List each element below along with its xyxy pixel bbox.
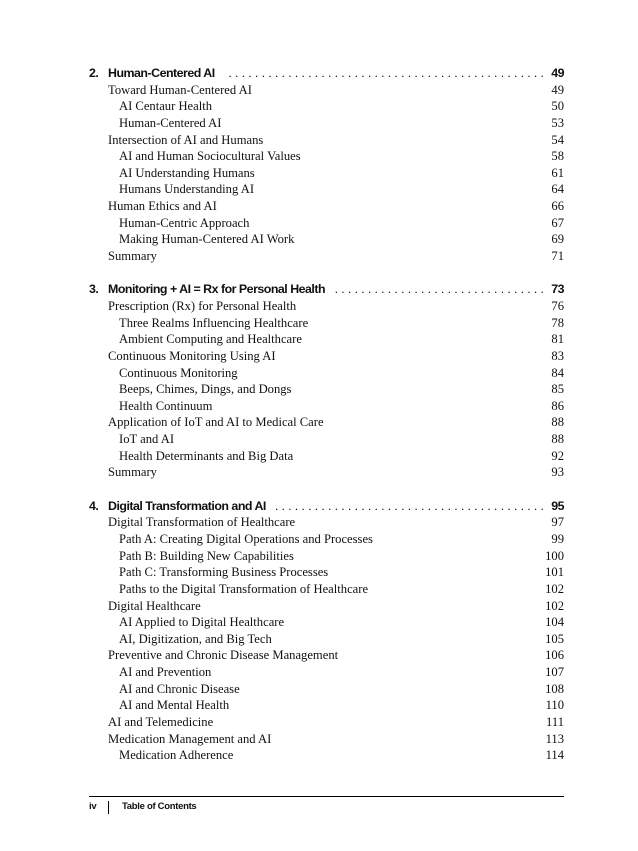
chapter-heading[interactable] [89, 65, 564, 82]
subsection-entry[interactable] [89, 448, 564, 465]
entry-page-number: 92 [551, 448, 564, 463]
section-entry[interactable] [89, 132, 564, 149]
entry-title: Path B: Building New Capabilities [119, 548, 294, 563]
entry-page-number: 111 [546, 714, 564, 729]
entry-page-number: 84 [551, 365, 564, 380]
entry-title: Prescription (Rx) for Personal Health [108, 298, 297, 313]
entry-page-number: 100 [545, 548, 564, 563]
entry-title: Path C: Transforming Business Processes [119, 565, 329, 580]
footer-rule [89, 796, 564, 797]
subsection-entry[interactable] [89, 747, 564, 764]
entry-page-number: 53 [551, 115, 564, 130]
subsection-entry[interactable] [89, 315, 564, 332]
entry-title: AI Applied to Digital Healthcare [119, 615, 285, 630]
entry-title: Medication Adherence [119, 748, 234, 763]
entry-title: Beeps, Chimes, Dings, and Dongs [119, 382, 292, 397]
entry-title: Toward Human-Centered AI [108, 82, 252, 97]
entry-page-number: 101 [545, 565, 564, 580]
entry-title: Health Determinants and Big Data [119, 448, 294, 463]
subsection-entry[interactable] [89, 231, 564, 248]
entry-title: Humans Understanding AI [119, 182, 255, 197]
subsection-entry[interactable] [89, 697, 564, 714]
dot-leader: ......................................... [274, 498, 548, 513]
entry-title: Summary [108, 249, 157, 264]
entry-title: Summary [108, 465, 157, 480]
entry-title: AI and Human Sociocultural Values [119, 149, 301, 164]
footer-separator [108, 801, 109, 814]
subsection-entry[interactable] [89, 398, 564, 415]
section-entry[interactable] [89, 647, 564, 664]
subsection-entry[interactable] [89, 381, 564, 398]
entry-title: Making Human-Centered AI Work [119, 232, 295, 247]
entry-title: Continuous Monitoring [119, 365, 238, 380]
entry-page-number: 54 [551, 132, 564, 147]
entry-page-number: 78 [551, 315, 564, 330]
entry-page-number: 71 [551, 249, 564, 264]
entry-page-number: 67 [551, 215, 564, 230]
entry-page-number: 104 [545, 615, 564, 630]
subsection-entry[interactable] [89, 331, 564, 348]
entry-page-number: 50 [551, 99, 564, 114]
subsection-entry[interactable] [89, 548, 564, 565]
entry-page-number: 97 [551, 515, 564, 530]
entry-page-number: 108 [545, 681, 564, 696]
section-entry[interactable] [89, 464, 564, 481]
entry-page-number: 113 [545, 731, 564, 746]
entry-title: IoT and AI [119, 432, 175, 447]
subsection-entry[interactable] [89, 531, 564, 548]
entry-title: AI and Telemedicine [108, 714, 214, 729]
section-entry[interactable] [89, 514, 564, 531]
chapter-number: 3. [89, 282, 99, 297]
entry-title: Application of IoT and AI to Medical Care [108, 415, 324, 430]
entry-title: Three Realms Influencing Healthcare [119, 315, 309, 330]
entry-page-number: 49 [551, 82, 564, 97]
entry-title: Paths to the Digital Transformation of Healthcare [119, 581, 369, 596]
entry-page-number: 110 [545, 698, 564, 713]
entry-title: Continuous Monitoring Using AI [108, 348, 276, 363]
entry-page-number: 105 [545, 631, 564, 646]
entry-title: Intersection of AI and Humans [108, 132, 264, 147]
subsection-entry[interactable] [89, 115, 564, 132]
chapter-heading[interactable] [89, 498, 564, 515]
chapter-page-number: 49 [551, 66, 564, 80]
section-entry[interactable] [89, 714, 564, 731]
section-entry[interactable] [89, 198, 564, 215]
entry-page-number: 102 [545, 598, 564, 613]
entry-page-number: 88 [551, 415, 564, 430]
entry-page-number: 81 [551, 332, 564, 347]
entry-page-number: 114 [545, 748, 564, 763]
section-entry[interactable] [89, 248, 564, 265]
subsection-entry[interactable] [89, 614, 564, 631]
entry-title: AI, Digitization, and Big Tech [119, 631, 272, 646]
chapter-page-number: 73 [551, 282, 564, 297]
chapter-title: Monitoring + AI = Rx for Personal Health [108, 282, 326, 297]
section-entry[interactable] [89, 298, 564, 315]
entry-title: Ambient Computing and Healthcare [119, 332, 302, 347]
entry-title: AI Understanding Humans [119, 165, 255, 180]
entry-page-number: 83 [551, 348, 564, 363]
chapter-number: 4. [89, 498, 99, 513]
entry-page-number: 76 [551, 298, 564, 313]
subsection-entry[interactable] [89, 98, 564, 115]
section-entry[interactable] [89, 414, 564, 431]
entry-title: Digital Transformation of Healthcare [108, 515, 296, 530]
entry-page-number: 58 [551, 149, 564, 164]
entry-title: Path A: Creating Digital Operations and Processes [119, 531, 373, 546]
entry-page-number: 61 [551, 165, 564, 180]
entry-page-number: 93 [551, 465, 564, 480]
dot-leader: ................................................ [228, 66, 548, 80]
footer-page-number: iv [89, 801, 97, 812]
entry-title: Human Ethics and AI [108, 199, 217, 214]
subsection-entry[interactable] [89, 664, 564, 681]
chapter-title: Digital Transformation and AI [108, 498, 266, 513]
entry-title: Preventive and Chronic Disease Management [108, 648, 339, 663]
dot-leader: ................................ [334, 282, 548, 297]
chapter-title: Human-Centered AI [108, 66, 215, 80]
subsection-entry[interactable] [89, 631, 564, 648]
entry-page-number: 86 [551, 398, 564, 413]
section-entry[interactable] [89, 348, 564, 365]
chapter-gap [89, 481, 564, 498]
entry-title: AI Centaur Health [119, 99, 213, 114]
chapter-number: 2. [89, 66, 99, 80]
subsection-entry[interactable] [89, 581, 564, 598]
subsection-entry[interactable] [89, 165, 564, 182]
entry-page-number: 99 [551, 531, 564, 546]
entry-page-number: 64 [551, 182, 564, 197]
subsection-entry[interactable] [89, 365, 564, 382]
table-of-contents [89, 65, 564, 764]
section-entry[interactable] [89, 598, 564, 615]
entry-page-number: 66 [551, 199, 564, 214]
entry-title: Human-Centric Approach [119, 215, 250, 230]
entry-title: AI and Mental Health [119, 698, 230, 713]
chapter-page-number: 95 [551, 498, 564, 513]
section-entry[interactable] [89, 731, 564, 748]
entry-title: Digital Healthcare [108, 598, 201, 613]
entry-title: Health Continuum [119, 398, 213, 413]
entry-title: AI and Prevention [119, 665, 212, 680]
subsection-entry[interactable] [89, 564, 564, 581]
chapter-gap [89, 265, 564, 282]
subsection-entry[interactable] [89, 681, 564, 698]
entry-page-number: 85 [551, 382, 564, 397]
subsection-entry[interactable] [89, 181, 564, 198]
footer-section-title: Table of Contents [122, 801, 197, 812]
entry-page-number: 107 [545, 665, 564, 680]
entry-page-number: 88 [551, 432, 564, 447]
entry-title: Medication Management and AI [108, 731, 272, 746]
entry-page-number: 106 [545, 648, 564, 663]
subsection-entry[interactable] [89, 215, 564, 232]
chapter-heading[interactable] [89, 281, 564, 298]
section-entry[interactable] [89, 82, 564, 99]
entry-page-number: 69 [551, 232, 564, 247]
subsection-entry[interactable] [89, 148, 564, 165]
entry-title: AI and Chronic Disease [119, 681, 240, 696]
entry-title: Human-Centered AI [119, 115, 222, 130]
entry-page-number: 102 [545, 581, 564, 596]
subsection-entry[interactable] [89, 431, 564, 448]
